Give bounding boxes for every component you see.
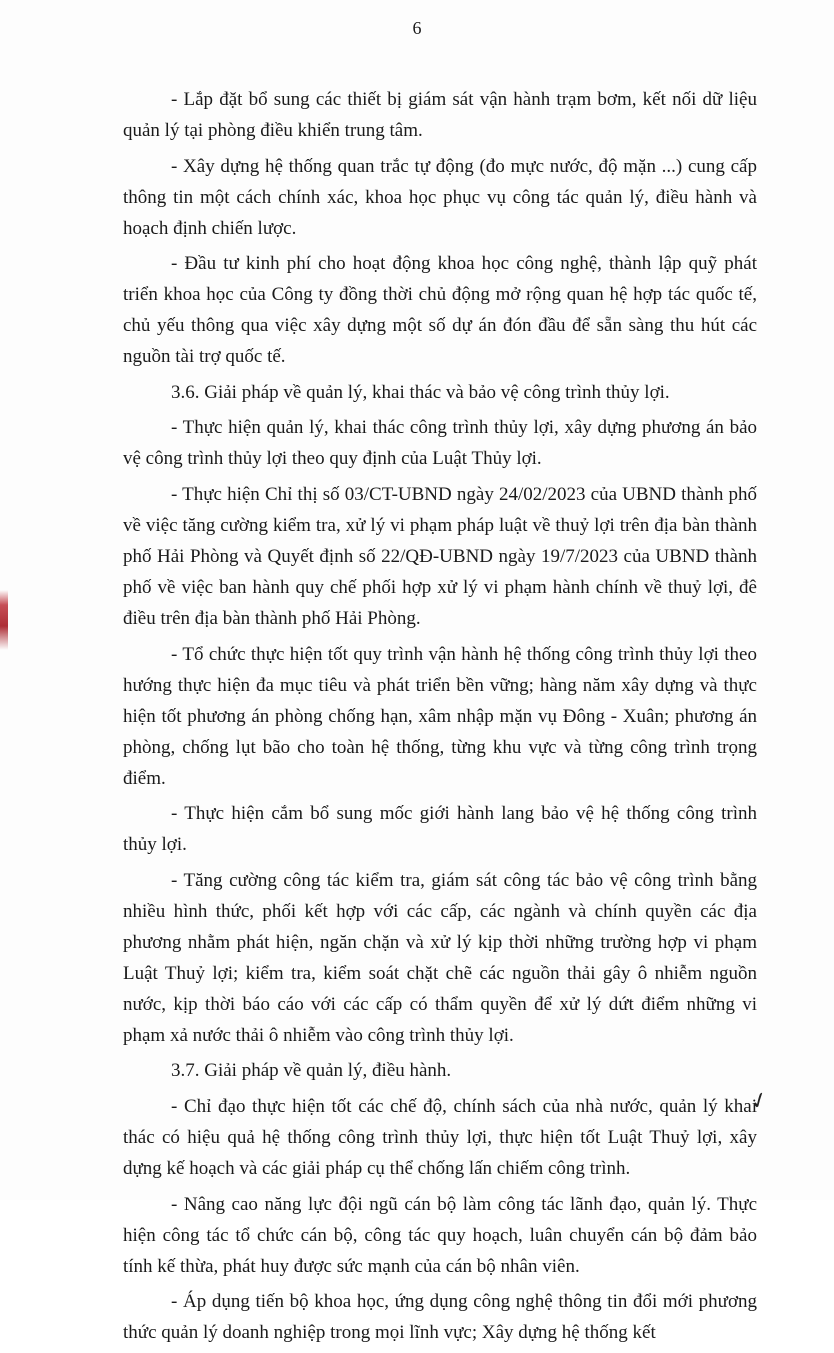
paragraph-staff-capacity: - Nâng cao năng lực đội ngũ cán bộ làm công tác lãnh đạo, quản lý. Thực hiện công tác tổ chức cán bộ, công tác quy hoạch, luân chuyển cán bộ đảm bảo tính kế thừa, phát huy được sức mạnh của cán bộ nhân viên.	[123, 1193, 757, 1277]
paragraph-monitoring-devices: - Lắp đặt bổ sung các thiết bị giám sát vận hành trạm bơm, kết nối dữ liệu quản lý tại phòng điều khiển trung tâm.	[123, 89, 757, 141]
section-heading-3-6: 3.6. Giải pháp về quản lý, khai thác và bảo vệ công trình thủy lợi.	[171, 381, 670, 403]
section-heading-3-7: 3.7. Giải pháp về quản lý, điều hành.	[171, 1060, 452, 1082]
paragraph-auto-observation: - Xây dựng hệ thống quan trắc tự động (đo mực nước, độ mặn ...) cung cấp thông tin một cách chính xác, khoa học phục vụ công tác quản lý, điều hành và hoạch định chiến lược.	[123, 155, 757, 239]
red-stamp-edge-mark	[0, 590, 8, 650]
paragraph-policy-direction: - Chỉ đạo thực hiện tốt các chế độ, chính sách của nhà nước, quản lý khai thác có hiệu quả hệ thống công trình thủy lợi, thực hiện tốt Luật Thuỷ lợi, xây dựng kế hoạch và các giải pháp cụ thể chống lấn chiếm công trình.	[123, 1095, 757, 1179]
paragraph-operation-process: - Tổ chức thực hiện tốt quy trình vận hành hệ thống công trình thủy lợi theo hướng thực hiện đa mục tiêu và phát triển bền vững; hàng năm xây dựng và thực hiện tốt phương án phòng chống hạn, xâm nhập mặn vụ Đông - Xuân; phương án phòng, chống lụt bão cho toàn hệ thống, từng khu vực và từng công trình trọng điểm.	[123, 643, 757, 789]
paragraph-inspection: - Tăng cường công tác kiểm tra, giám sát công tác bảo vệ công trình bằng nhiều hình thức, phối kết hợp với các cấp, các ngành và chính quyền các địa phương nhằm phát hiện, ngăn chặn và xử lý kịp thời những trường hợp vi phạm Luật Thuỷ lợi; kiểm tra, kiểm soát chặt chẽ các nguồn thải gây ô nhiễm nguồn nước, kịp thời báo cáo với các cấp có thẩm quyền để xử lý dứt điểm những vi phạm xả nước thải ô nhiễm vào công trình thủy lợi.	[123, 869, 757, 1046]
page-number: 6	[412, 18, 422, 38]
paragraph-technology-application: - Áp dụng tiến bộ khoa học, ứng dụng công nghệ thông tin đổi mới phương thức quản lý doanh nghiệp trong mọi lĩnh vực; Xây dựng hệ thống kết	[123, 1291, 757, 1344]
handwritten-tick-mark: ✓	[745, 1085, 772, 1116]
paragraph-irrigation-management: - Thực hiện quản lý, khai thác công trình thủy lợi, xây dựng phương án bảo vệ công trình thủy lợi theo quy định của Luật Thủy lợi.	[123, 417, 757, 470]
paragraph-boundary-markers: - Thực hiện cắm bổ sung mốc giới hành lang bảo vệ hệ thống công trình thủy lợi.	[123, 803, 757, 856]
paragraph-directive-03: - Thực hiện Chỉ thị số 03/CT-UBND ngày 24/02/2023 của UBND thành phố về việc tăng cường kiểm tra, xử lý vi phạm pháp luật về thuỷ lợi trên địa bàn thành phố Hải Phòng và Quyết định số 22/QĐ-UBND ngày 19/7/2023 của UBND thành phố về việc ban hành quy chế phối hợp xử lý vi phạm hành chính về thuỷ lợi, đê điều trên địa bàn thành phố Hải Phòng.	[123, 483, 757, 629]
paragraph-science-funding: - Đầu tư kinh phí cho hoạt động khoa học công nghệ, thành lập quỹ phát triển khoa học của Công ty đồng thời chủ động mở rộng quan hệ hợp tác quốc tế, chủ yếu thông qua việc xây dựng một số dự án đón đầu để sẵn sàng thu hút các nguồn tài trợ quốc tế.	[123, 253, 757, 368]
document-body	[123, 84, 757, 1353]
